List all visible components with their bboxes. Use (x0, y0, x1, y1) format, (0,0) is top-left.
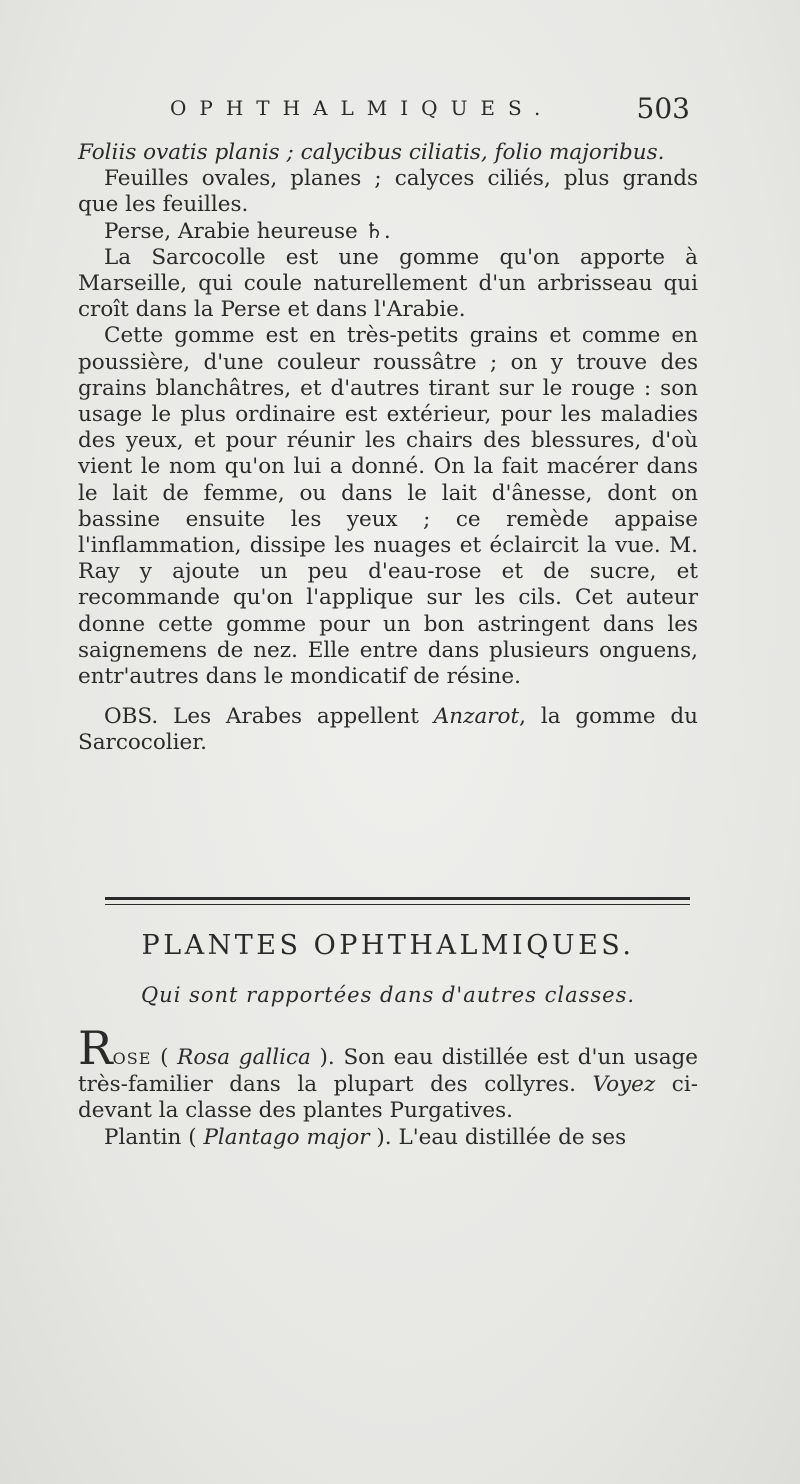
section-title: PLANTES OPHTHALMIQUES. (141, 930, 635, 961)
obs-note (78, 704, 698, 756)
obs-label: OBS. (104, 704, 159, 730)
obs-term: Anzarot (433, 704, 520, 730)
paren-open: ( (151, 1045, 178, 1070)
entry-plantin-name: Plantin ( (104, 1124, 204, 1150)
page-number: 503 (636, 92, 690, 125)
entry-rose (78, 1021, 699, 1125)
divider-thin (105, 904, 690, 905)
running-head: OPHTHALMIQUES. (170, 96, 554, 120)
entry-rose-smallcaps: OSE (112, 1049, 152, 1068)
section-subtitle: Qui sont rapportées dans d'autres classes. (140, 983, 636, 1007)
entry-plantin-latin: Plantago major (203, 1124, 370, 1150)
entry-plantin (78, 1125, 698, 1151)
entry-rose-latin: Rosa gallica (177, 1045, 311, 1070)
obs-text-before: Les Arabes appellent (158, 704, 434, 730)
obs-text-after: , la gomme du Sarcocolier. (78, 704, 698, 756)
latin-description: Foliis ovatis planis ; calycibus ciliatis, folio majoribus. (78, 140, 665, 165)
voyez-word: Voyez (592, 1072, 656, 1098)
paragraph-usage: Cette gomme est en très-petits grains et comme en poussière, d'une couleur roussâtre ; on y trouve des grains blanchâtres, et d'autres tirant sur le rouge : son usage le plus ordinaire est extérieur, pour les maladies des yeux, et pour réunir les chairs des blessures, d'où vient le nom qu'on lui a donné. On la fait macérer dans le lait de femme, ou dans le lait d'ânesse, dont on bassine ensuite les yeux ; ce remède appaise l'inflammation, dissipe les nuages et éclaircit la vue. M. Ray y ajoute un peu d'eau-rose et de sucre, et recommande qu'on l'applique sur les cils. Cet auteur donne cette gomme pour un bon astringent dans les saignemens de nez. Elle entre dans plusieurs onguens, entr'autres dans le mondicatif de résine. (78, 323, 698, 690)
french-description: Feuilles ovales, planes ; calyces ciliés, plus grands que les feuilles. (78, 166, 698, 218)
entry-rose-text2: ci-devant la classe des plantes Purgatives. (78, 1072, 698, 1124)
divider-thick (105, 897, 690, 900)
dropcap: R (78, 1021, 113, 1075)
section-body (78, 1021, 699, 1151)
body-text (78, 140, 698, 757)
section-plantes (78, 930, 698, 1151)
paragraph-origin: La Sarcocolle est une gomme qu'on apporte à Marseille, qui coule naturellement d'un arbrisseau qui croît dans la Perse et dans l'Arabie. (78, 244, 698, 323)
page-header (80, 92, 690, 132)
paren-close: ). (310, 1045, 344, 1070)
habitat: Perse, Arabie heureuse ♄. (104, 218, 391, 244)
entry-rose-text1: Son eau distillée est d'un usage très-familier dans la plupart des collyres. (78, 1045, 699, 1098)
entry-plantin-text: ). L'eau distillée de ses (369, 1124, 627, 1150)
